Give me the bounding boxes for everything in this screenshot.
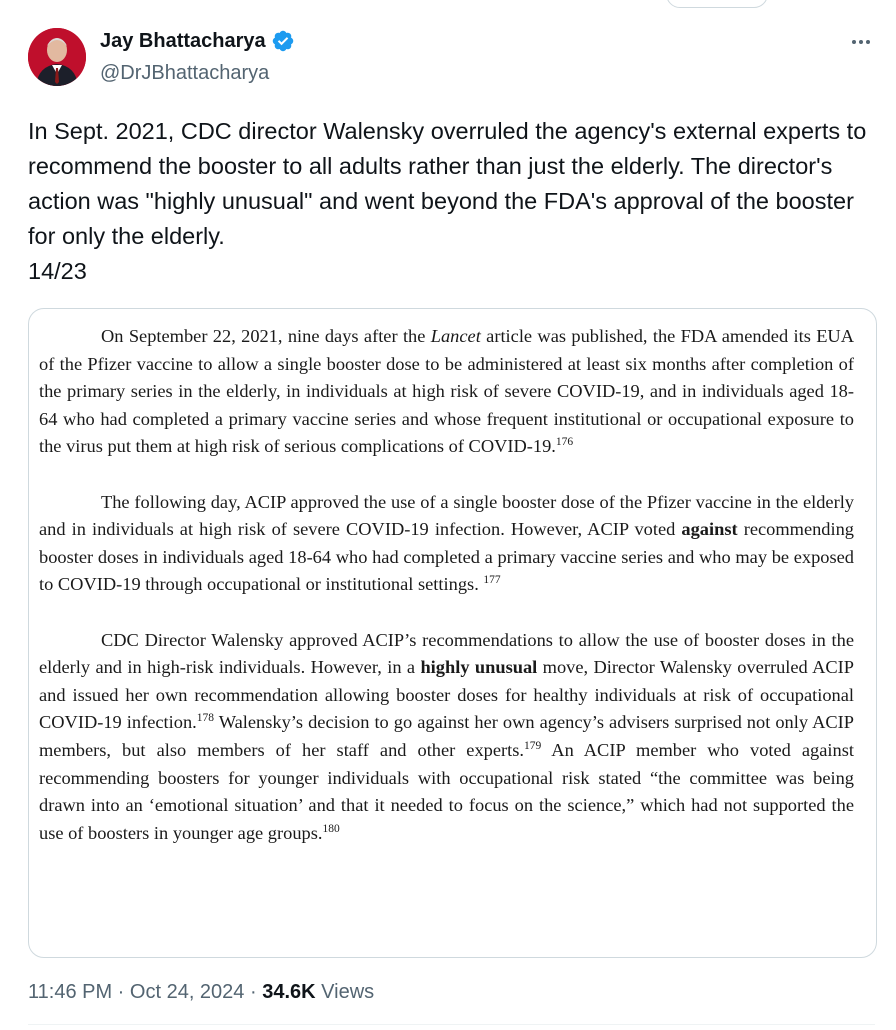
attached-image[interactable] [28, 308, 877, 958]
author-name[interactable]: Jay Bhattacharya [100, 30, 266, 52]
document-excerpt [39, 323, 854, 875]
paragraph-1: On September 22, 2021, nine days after the Lancet article was published, the FDA amended its EUA of the Pfizer vaccine to allow a single booster dose to be administered at least six months after completion of the primary series in the elderly, in individuals at high risk of severe COVID-19, and in individuals aged 18-64 who had completed a primary vaccine series and whose frequent institutional or occupational exposure to the virus put them at high risk of serious complications of COVID-19.$^{176}$ [39, 326, 854, 457]
tweet-text: In Sept. 2021, CDC director Walensky overruled the agency's external experts to recommend the booster to all adults rather than just the elderly. The director's action was "highly unusual" and went beyond the FDA's approval of the booster for only the elderly. 14/23 [28, 118, 867, 284]
paragraph-3: CDC Director Walensky approved ACIP’s recommendations to allow the use of booster doses in the elderly and in high-risk individuals. However, in a highly unusual move, Director Walensky overruled ACIP and issued her own recommendation allowing booster doses for healthy individuals at risk of occupational COVID-19 infection.$^{178}$ Walensky’s decision to go against her own agency’s advisers surprised not only ACIP members, but also members of her staff and other experts.$^{179}$ An ACIP member who voted against recommending boosters for younger individuals with occupational risk stated “the committee was being drawn into an ‘emotional situation’ and that it needed to focus on the science,” which had not supported the use of boosters in younger age groups.$^{180}$ [39, 629, 854, 843]
avatar-photo [28, 28, 86, 86]
more-options-button[interactable] [846, 30, 876, 54]
author-handle[interactable]: @DrJBhattacharya [100, 62, 270, 84]
tweet-date[interactable]: Oct 24, 2024 [129, 981, 245, 1003]
verified-badge-icon [271, 29, 295, 53]
meta-separator: · [244, 981, 263, 1003]
views-label: Views [315, 981, 375, 1003]
tweet-time[interactable]: 11:46 PM [28, 981, 113, 1003]
divider [28, 1024, 875, 1025]
highly-unusual-emphasis: highly unusual [420, 657, 538, 678]
views-count[interactable]: 34.6K [262, 981, 316, 1003]
top-pill [666, 0, 768, 8]
tweet-meta [28, 978, 374, 1006]
lancet-title: Lancet [430, 326, 481, 346]
footnote-178: 178 [196, 712, 215, 725]
footnote-179: 179 [524, 739, 542, 752]
author-name-row [100, 28, 295, 54]
more-horizontal-icon [849, 30, 873, 54]
footnote-176: 176 [555, 436, 574, 449]
avatar[interactable] [28, 28, 86, 86]
footnote-180: 180 [322, 822, 340, 835]
footnote-177: 177 [483, 574, 501, 587]
meta-separator: · [112, 981, 130, 1003]
paragraph-2: The following day, ACIP approved the use of a single booster dose of the Pfizer vaccine in the elderly and in individuals at high risk of severe COVID-19 infection. However, ACIP voted against recommending booster doses in individuals aged 18-64 who had completed a primary vaccine series and who may be exposed to COVID-19 through occupational or institutional settings. $^{177}$ [39, 491, 855, 595]
against-emphasis: against [681, 519, 738, 540]
